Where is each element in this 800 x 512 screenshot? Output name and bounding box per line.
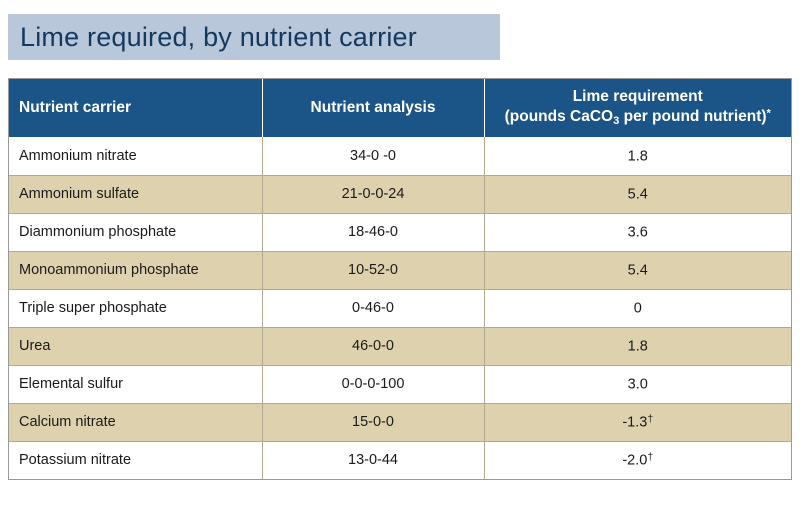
- table-row: [9, 441, 791, 479]
- table-header: [9, 79, 791, 137]
- cell-lime-requirement: [484, 137, 791, 175]
- cell-nutrient-analysis: 21-0-0-24: [262, 175, 484, 213]
- footnote-marker-dagger: †: [647, 452, 654, 464]
- lime-header-subscript: 3: [613, 114, 620, 127]
- cell-lime-requirement: [484, 213, 791, 251]
- cell-nutrient-analysis: 34-0 -0: [262, 137, 484, 175]
- cell-nutrient-analysis: 13-0-44: [262, 441, 484, 479]
- lime-value: 0: [633, 300, 642, 317]
- cell-lime-requirement: [484, 175, 791, 213]
- table-row: [9, 327, 791, 365]
- lime-requirement-table: [8, 78, 792, 480]
- column-header-lime-requirement: [484, 79, 791, 137]
- table-row: [9, 175, 791, 213]
- lime-header-line1: Lime requirement: [572, 88, 703, 106]
- lime-header-line2-suffix: per pound nutrient): [619, 107, 767, 125]
- cell-nutrient-carrier: Diammonium phosphate: [9, 213, 262, 251]
- table-row: [9, 137, 791, 175]
- cell-nutrient-analysis: 0-0-0-100: [262, 365, 484, 403]
- page-title: Lime required, by nutrient carrier: [20, 21, 417, 52]
- table-row: [9, 289, 791, 327]
- title-banner: [8, 14, 500, 60]
- cell-nutrient-carrier: Ammonium sulfate: [9, 175, 262, 213]
- table-row: [9, 213, 791, 251]
- table-body: [9, 137, 791, 479]
- table-row: [9, 251, 791, 289]
- cell-lime-requirement: [484, 441, 791, 479]
- cell-nutrient-carrier: Triple super phosphate: [9, 289, 262, 327]
- cell-nutrient-carrier: Monoammonium phosphate: [9, 251, 262, 289]
- cell-nutrient-analysis: 15-0-0: [262, 403, 484, 441]
- footnote-marker-asterisk: *: [766, 106, 771, 119]
- table-header-row: [9, 79, 791, 137]
- lime-value: 5.4: [627, 186, 648, 203]
- cell-nutrient-analysis: 10-52-0: [262, 251, 484, 289]
- cell-nutrient-carrier: Urea: [9, 327, 262, 365]
- cell-nutrient-analysis: 46-0-0: [262, 327, 484, 365]
- cell-lime-requirement: [484, 403, 791, 441]
- cell-nutrient-carrier: Elemental sulfur: [9, 365, 262, 403]
- lime-header-line2-prefix: (pounds CaCO: [504, 107, 614, 125]
- cell-nutrient-analysis: 0-46-0: [262, 289, 484, 327]
- footnote-marker-dagger: †: [647, 413, 654, 425]
- lime-value: -1.3: [622, 414, 648, 431]
- cell-lime-requirement: [484, 327, 791, 365]
- column-header-nutrient-carrier: Nutrient carrier: [9, 79, 262, 137]
- cell-nutrient-carrier: Potassium nitrate: [9, 441, 262, 479]
- table-row: [9, 365, 791, 403]
- cell-lime-requirement: [484, 289, 791, 327]
- cell-nutrient-analysis: 18-46-0: [262, 213, 484, 251]
- lime-value: 5.4: [627, 262, 648, 279]
- cell-nutrient-carrier: Ammonium nitrate: [9, 137, 262, 175]
- lime-value: 3.6: [627, 224, 648, 241]
- table: [9, 79, 791, 479]
- lime-value: 1.8: [627, 147, 648, 164]
- lime-value: -2.0: [622, 452, 648, 469]
- lime-value: 3.0: [627, 376, 648, 393]
- cell-lime-requirement: [484, 251, 791, 289]
- lime-value: 1.8: [627, 338, 648, 355]
- column-header-nutrient-analysis: Nutrient analysis: [262, 79, 484, 137]
- cell-lime-requirement: [484, 365, 791, 403]
- table-row: [9, 403, 791, 441]
- cell-nutrient-carrier: Calcium nitrate: [9, 403, 262, 441]
